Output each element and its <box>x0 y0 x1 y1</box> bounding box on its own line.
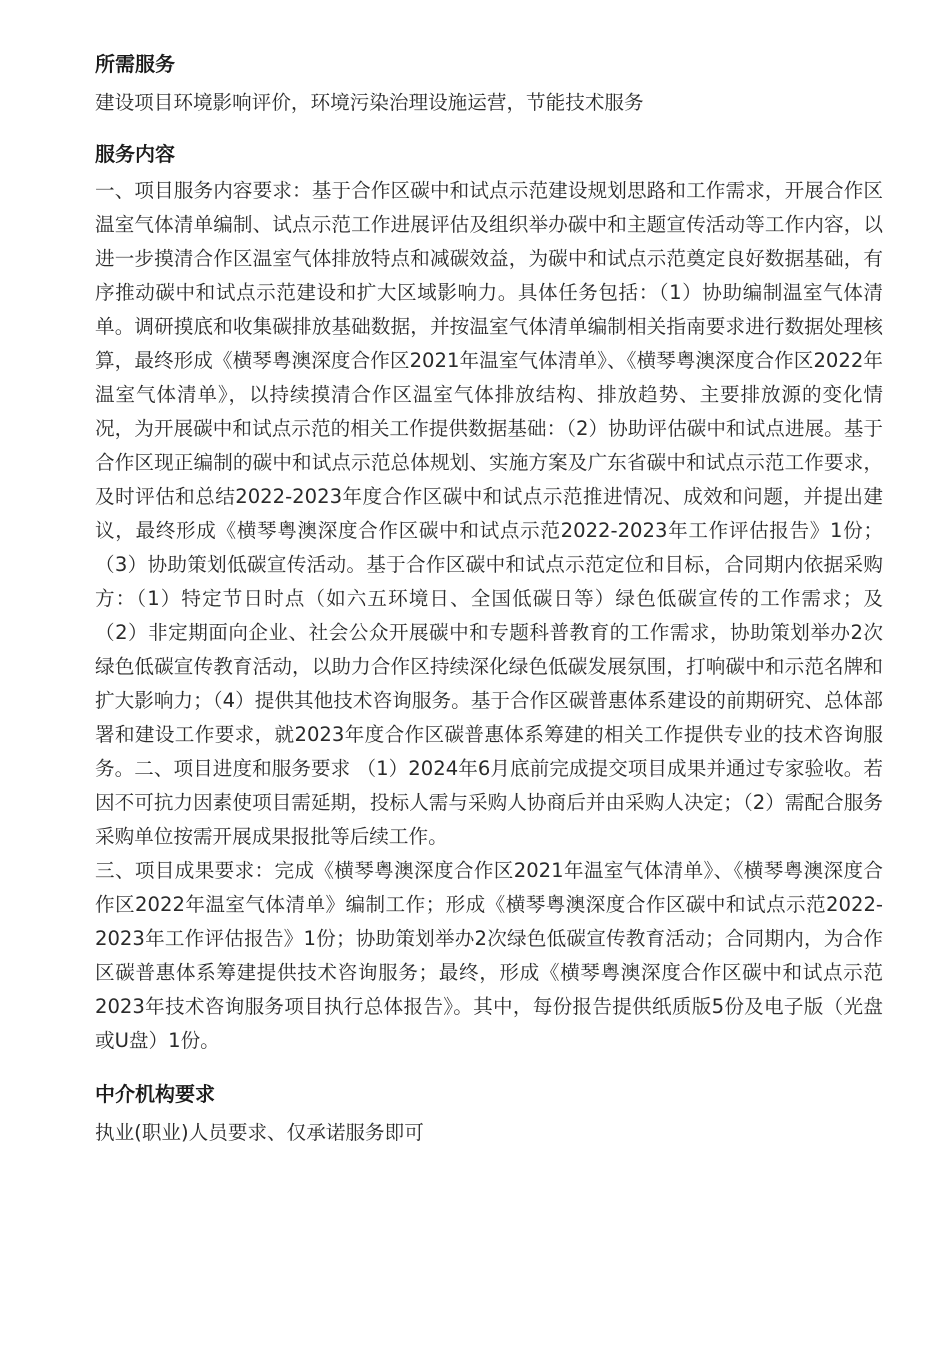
service-content-text <box>95 174 883 1058</box>
required-services-text: 建设项目环境影响评价，环境污染治理设施运营，节能技术服务 <box>95 91 644 114</box>
document-page <box>95 48 883 1150</box>
required-services-section <box>95 48 883 120</box>
agency-requirements-text: 执业(职业)人员要求、仅承诺服务即可 <box>95 1121 424 1144</box>
agency-requirements-section <box>95 1078 883 1150</box>
service-content-paragraph-2: 三、项目成果要求：完成《横琴粤澳深度合作区2021年温室气体清单》、《横琴粤澳深度合作区2022年温室气体清单》编制工作；形成《横琴粤澳深度合作区碳中和试点示范2022-2023年工作评估报告》1份；协助策划举办2次绿色低碳宣传教育活动；合同期内，为合作区碳普惠体系筹建提供技术咨询服务；最终，形成《横琴粤澳深度合作区碳中和试点示范2023年技术咨询服务项目执行总体报告》。其中，每份报告提供纸质版5份及电子版（光盘或U盘）1份。 <box>95 859 883 1052</box>
agency-requirements-heading: 中介机构要求 <box>95 1082 215 1106</box>
service-content-paragraph-1: 一、项目服务内容要求：基于合作区碳中和试点示范建设规划思路和工作需求，开展合作区温室气体清单编制、试点示范工作进展评估及组织举办碳中和主题宣传活动等工作内容，以进一步摸清合作区温室气体排放特点和减碳效益，为碳中和试点示范奠定良好数据基础，有序推动碳中和试点示范建设和扩大区域影响力。具体任务包括：（1）协助编制温室气体清单。调研摸底和收集碳排放基础数据，并按温室气体清单编制相关指南要求进行数据处理核算，最终形成《横琴粤澳深度合作区2021年温室气体清单》、《横琴粤澳深度合作区2022年温室气体清单》，以持续摸清合作区温室气体排放结构、排放趋势、主要排放源的变化情况，为开展碳中和试点示范的相关工作提供数据基础：（2）协助评估碳中和试点进展。基于合作区现正编制的碳中和试点示范总体规划、实施方案及广东省碳中和试点示范工作要求，及时评估和总结2022-2023年度合作区碳中和试点示范推进情况、成效和问题，并提出建议，最终形成《横琴粤澳深度合作区碳中和试点示范2022-2023年工作评估报告》1份；（3）协助策划低碳宣传活动。基于合作区碳中和试点示范定位和目标，合同期内依据采购方：（1）特定节日时点（如六五环境日、全国低碳日等）绿色低碳宣传的工作需求；及（2）非定期面向企业、社会公众开展碳中和专题科普教育的工作需求，协助策划举办2次绿色低碳宣传教育活动，以助力合作区持续深化绿色低碳发展氛围，打响碳中和示范名牌和扩大影响力；（4）提供其他技术咨询服务。基于合作区碳普惠体系建设的前期研究、总体部署和建设工作要求，就2023年度合作区碳普惠体系筹建的相关工作提供专业的技术咨询服务。二、项目进度和服务要求 （1）2024年6月底前完成提交项目成果并通过专家验收。若因不可抗力因素使项目需延期，投标人需与采购人协商后并由采购人决定；（2）需配合服务采购单位按需开展成果报批等后续工作。 <box>95 179 883 848</box>
required-services-heading: 所需服务 <box>95 52 175 76</box>
service-content-section <box>95 138 883 1058</box>
service-content-heading: 服务内容 <box>95 142 175 166</box>
